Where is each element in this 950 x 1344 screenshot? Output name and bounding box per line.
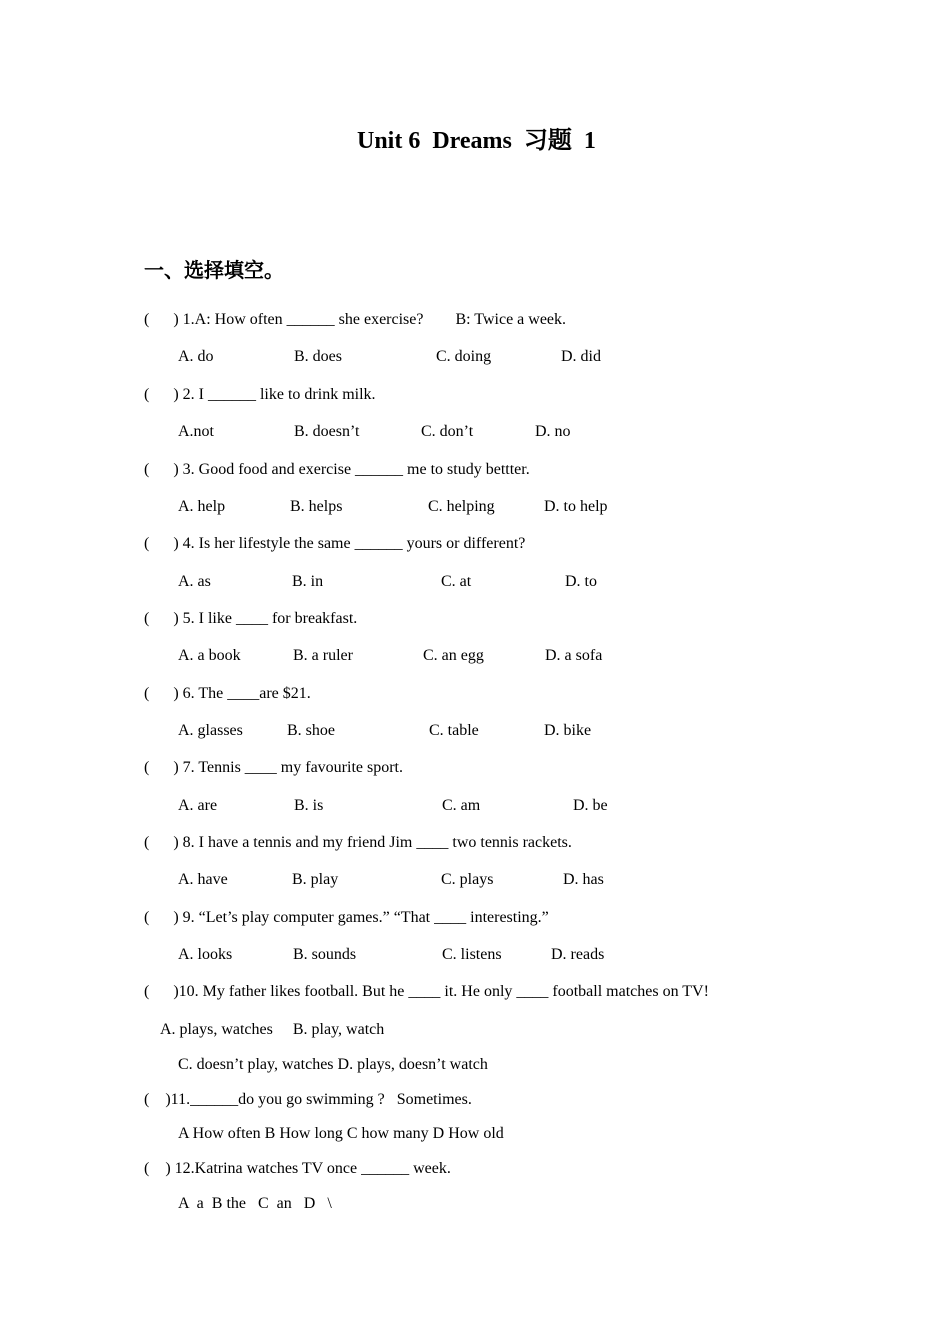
- question-5: ( ) 5. I like ____ for breakfast.: [144, 610, 358, 627]
- option-4a: A. as: [178, 573, 211, 590]
- option-2a: A.not: [178, 423, 214, 440]
- question-7: ( ) 7. Tennis ____ my favourite sport.: [144, 759, 403, 776]
- option-9a: A. looks: [178, 946, 233, 963]
- option-3a: A. help: [178, 498, 226, 515]
- option-6d: D. bike: [544, 722, 592, 739]
- question-2: ( ) 2. I ______ like to drink milk.: [144, 386, 376, 403]
- option-1b: B. does: [294, 348, 342, 365]
- option-7a: A. are: [178, 797, 218, 814]
- question-11: ( )11.______do you go swimming ? Sometimes.: [144, 1091, 472, 1108]
- option-3b: B. helps: [290, 498, 343, 515]
- question-12: ( ) 12.Katrina watches TV once ______ week.: [144, 1160, 451, 1177]
- question-8: ( ) 8. I have a tennis and my friend Jim ____ two tennis rackets.: [144, 834, 572, 851]
- section-heading: 一、选择填空。: [144, 258, 284, 282]
- option-1d: D. did: [561, 348, 601, 365]
- option-8b: B. play: [292, 871, 339, 888]
- option-5d: D. a sofa: [545, 647, 603, 664]
- option-8d: D. has: [563, 871, 604, 888]
- option-6a: A. glasses: [178, 722, 243, 739]
- option-2c: C. don’t: [421, 423, 474, 440]
- option-5a: A. a book: [178, 647, 241, 664]
- question-1: ( ) 1.A: How often ______ she exercise? B: Twice a week.: [144, 311, 567, 328]
- question-4: ( ) 4. Is her lifestyle the same ______ yours or different?: [144, 535, 526, 552]
- option-7d: D. be: [573, 797, 608, 814]
- question-3: ( ) 3. Good food and exercise ______ me to study bettter.: [144, 461, 530, 478]
- option-1c: C. doing: [436, 348, 492, 365]
- option-5c: C. an egg: [423, 647, 484, 664]
- option-4d: D. to: [565, 573, 597, 590]
- option-2d: D. no: [535, 423, 571, 440]
- option-7b: B. is: [294, 797, 324, 814]
- option-6b: B. shoe: [287, 722, 335, 739]
- option-3d: D. to help: [544, 498, 608, 515]
- option-9c: C. listens: [442, 946, 502, 963]
- question-9: ( ) 9. “Let’s play computer games.” “That ____ interesting.”: [144, 909, 549, 926]
- option-9b: B. sounds: [293, 946, 357, 963]
- option-4b: B. in: [292, 573, 324, 590]
- option-5b: B. a ruler: [293, 647, 353, 664]
- page-title: Unit 6 Dreams 习题 1: [357, 128, 596, 154]
- option-8c: C. plays: [441, 871, 494, 888]
- option-9d: D. reads: [551, 946, 605, 963]
- option-6c: C. table: [429, 722, 479, 739]
- question-6: ( ) 6. The ____are $21.: [144, 685, 311, 702]
- options-12-line-1: A a B the C an D \: [178, 1195, 332, 1212]
- option-1a: A. do: [178, 348, 214, 365]
- option-3c: C. helping: [428, 498, 495, 515]
- option-8a: A. have: [178, 871, 228, 888]
- options-11-line-1: A How often B How long C how many D How old: [178, 1125, 504, 1142]
- options-10-line-1: A. plays, watches B. play, watch: [160, 1021, 385, 1038]
- options-10-line-2: C. doesn’t play, watches D. plays, doesn’t watch: [178, 1056, 488, 1073]
- option-2b: B. doesn’t: [294, 423, 360, 440]
- question-10: ( )10. My father likes football. But he ____ it. He only ____ football matches on TV!: [144, 983, 709, 1000]
- option-7c: C. am: [442, 797, 481, 814]
- option-4c: C. at: [441, 573, 472, 590]
